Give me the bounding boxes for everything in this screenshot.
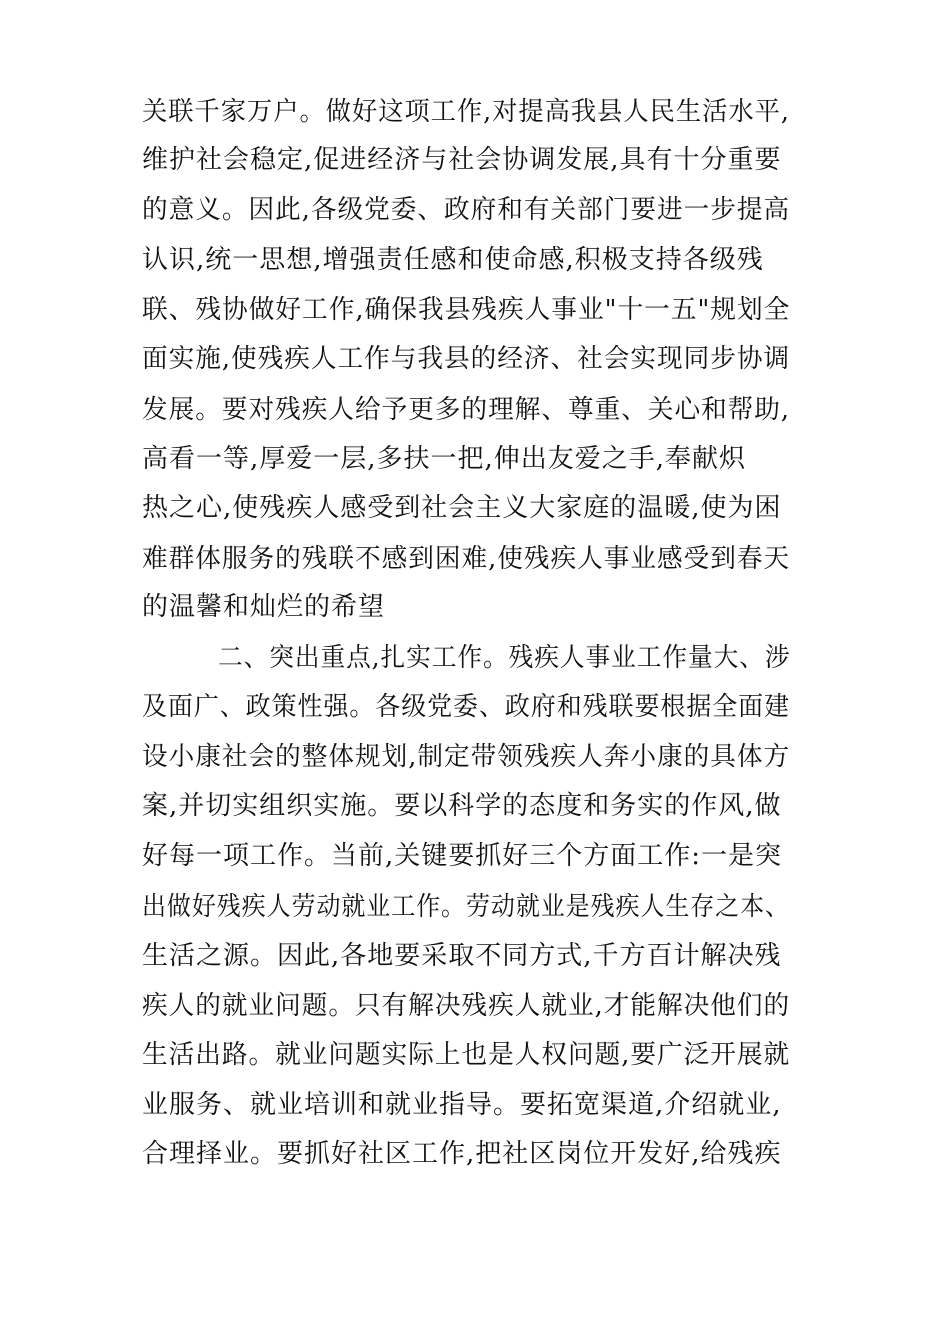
- text-line: 联、残协做好工作,确保我县残疾人事业"十一五"规划全: [142, 295, 791, 325]
- text-line: 高看一等,厚爱一层,多扶一把,伸出友爱之手,奉献炽: [142, 444, 747, 474]
- text-line: 疾人的就业问题。只有解决残疾人就业,才能解决他们的: [142, 991, 791, 1021]
- text-line: 面实施,使残疾人工作与我县的经济、社会实现同步协调: [142, 344, 791, 374]
- text-line: 的意义。因此,各级党委、政府和有关部门要进一步提高: [142, 195, 791, 225]
- text-line: 维护社会稳定,促进经济与社会协调发展,具有十分重要: [142, 145, 782, 175]
- text-line: 出做好残疾人劳动就业工作。劳动就业是残疾人生存之本、: [142, 892, 790, 922]
- text-line: 案,并切实组织实施。要以科学的态度和务实的作风,做: [142, 791, 782, 821]
- text-line: 认识,统一思想,增强责任感和使命感,积极支持各级残: [142, 245, 764, 275]
- text-line: 业服务、就业培训和就业指导。要拓宽渠道,介绍就业,: [142, 1090, 782, 1120]
- text-line: 难群体服务的残联不感到困难,使残疾人事业感受到春天: [142, 544, 791, 574]
- text-line: 生活出路。就业问题实际上也是人权问题,要广泛开展就: [142, 1040, 791, 1070]
- text-line: 发展。要对残疾人给予更多的理解、尊重、关心和帮助,: [142, 395, 791, 425]
- text-line: 关联千家万户。做好这项工作,对提高我县人民生活水平,: [142, 97, 790, 127]
- text-line: 及面广、政策性强。各级党委、政府和残联要根据全面建: [142, 692, 791, 722]
- text-line: 设小康社会的整体规划,制定带领残疾人奔小康的具体方: [142, 742, 791, 772]
- text-line: 的温馨和灿烂的希望: [142, 592, 386, 622]
- text-line: 生活之源。因此,各地要采取不同方式,千方百计解决残: [142, 941, 782, 971]
- text-line: 好每一项工作。当前,关键要抓好三个方面工作:一是突: [142, 841, 783, 871]
- text-line: 合理择业。要抓好社区工作,把社区岗位开发好,给残疾: [142, 1139, 782, 1169]
- text-line: 热之心,使残疾人感受到社会主义大家庭的温暖,使为困: [142, 493, 782, 523]
- paragraph-heading-line: 二、突出重点,扎实工作。残疾人事业工作量大、涉: [218, 643, 791, 673]
